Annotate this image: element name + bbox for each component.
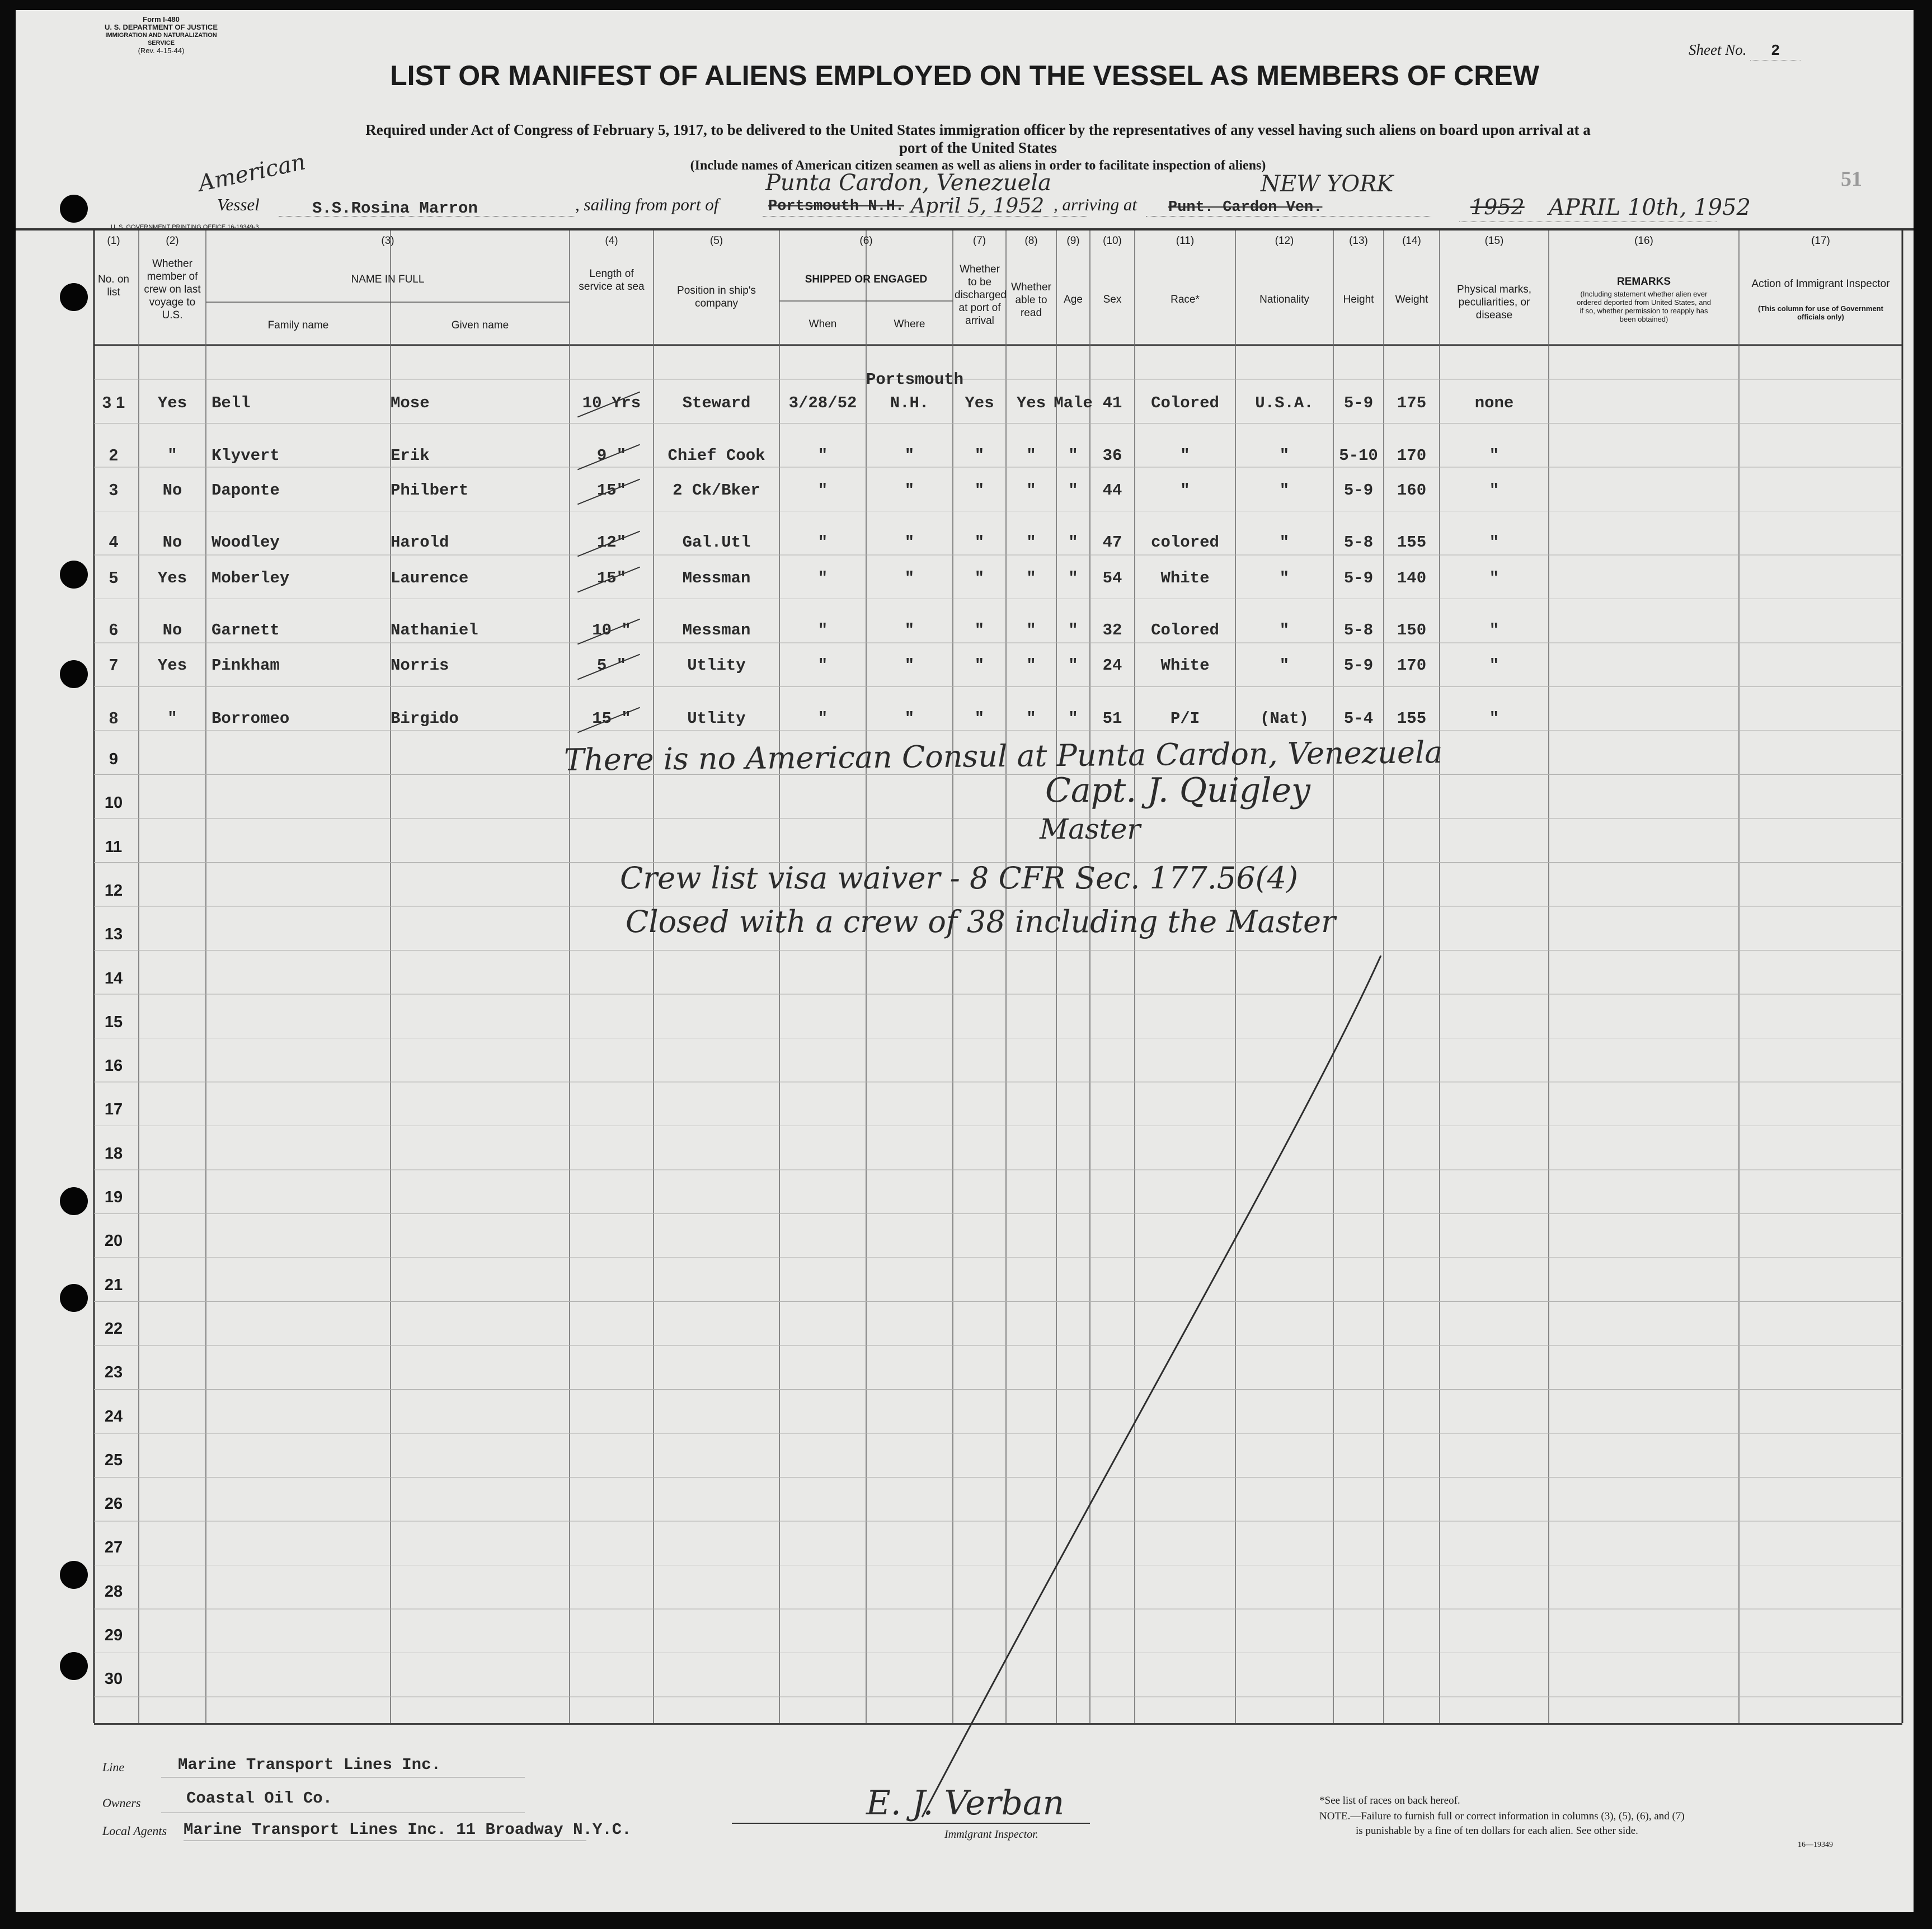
cell-family: Garnett [211, 621, 280, 639]
col-2-number: (2) [166, 235, 179, 247]
punch-hole [60, 1561, 88, 1589]
fine-note-2: is punishable by a fine of ten dollars for each alien. See other side. [1356, 1825, 1638, 1837]
cell-service: 15 " [592, 709, 631, 728]
cell-service: 10 Yrs [582, 394, 641, 412]
cell-read: " [1026, 481, 1036, 500]
cell-height: 5-8 [1343, 533, 1374, 552]
owners-value: Coastal Oil Co. [186, 1789, 333, 1808]
cell-race: " [1180, 481, 1190, 500]
col-17-header: Action of Immigrant Inspector [1751, 278, 1890, 290]
punch-hole [60, 283, 88, 311]
cell-position: Gal.Utl [682, 533, 751, 552]
cell-age: " [1068, 481, 1078, 500]
sailing-from-handwritten: Punta Cardon, Venezuela [765, 170, 1051, 196]
cell-race: " [1180, 446, 1190, 465]
cell-last-voyage: Yes [157, 656, 187, 675]
captain-signature: Capt. J. Quigley [1045, 771, 1310, 810]
cell-race: Colored [1151, 621, 1219, 639]
cell-weight: 170 [1397, 656, 1427, 675]
form-code: 16—19349 [1798, 1841, 1833, 1849]
row-number: 17 [104, 1100, 123, 1119]
cell-discharged: " [974, 481, 985, 500]
cell-marks: " [1489, 481, 1499, 500]
col-4-header: Length of service at sea [579, 268, 645, 293]
cell-where: " [904, 621, 915, 639]
sailing-from-typed: Portsmouth N.H. [768, 198, 905, 215]
cell-nationality: " [1279, 569, 1290, 587]
punch-hole [60, 1187, 88, 1215]
owners-label: Owners [102, 1796, 141, 1810]
col-5-number: (5) [709, 235, 723, 247]
cell-weight: 170 [1397, 446, 1427, 465]
subtitle-line-3: (Include names of American citizen seamen as well as aliens in order to facilitate inspection of aliens) [690, 158, 1266, 173]
cell-read: " [1026, 533, 1036, 552]
cell-weight: 150 [1397, 621, 1427, 639]
cell-where: " [904, 656, 915, 675]
col-12-number: (12) [1275, 235, 1294, 247]
cell-where: N.H. [890, 394, 929, 412]
cell-service: 15" [596, 481, 627, 500]
row-number: 16 [104, 1057, 123, 1075]
col-7-header: Whether to be discharged at port of arrival [955, 264, 1007, 327]
cell-position: Utlity [687, 656, 746, 675]
cell-position: Utlity [687, 709, 746, 728]
cell-where: " [904, 569, 915, 587]
cell-given: Norris [391, 656, 449, 675]
cell-read: " [1026, 621, 1036, 639]
row-number: 19 [104, 1188, 123, 1206]
cell-read: " [1026, 446, 1036, 465]
cell-no: 6 [109, 621, 119, 639]
col-12-header: Nationality [1259, 294, 1309, 305]
cell-weight: 160 [1397, 481, 1427, 500]
cell-race: Colored [1151, 394, 1219, 412]
cell-when: " [817, 656, 828, 675]
cell-read: " [1026, 709, 1036, 728]
row-number: 24 [104, 1407, 123, 1425]
cell-family: Woodley [211, 533, 280, 552]
cell-discharged: Yes [965, 394, 994, 412]
cell-no: 8 [109, 709, 119, 727]
row-number: 14 [104, 969, 123, 987]
printing-office: U. S. GOVERNMENT PRINTING OFFICE 16-19349-3 [111, 224, 259, 230]
col-15-number: (15) [1484, 235, 1504, 247]
row-number: 28 [104, 1582, 123, 1601]
cell-nationality: " [1279, 446, 1290, 465]
punch-hole [60, 1284, 88, 1312]
cell-weight: 175 [1397, 394, 1427, 412]
cell-when: " [817, 533, 828, 552]
cell-height: 5-4 [1343, 709, 1374, 728]
cell-age: " [1068, 656, 1078, 675]
row-number: 12 [104, 881, 123, 900]
col-8-number: (8) [1024, 235, 1038, 247]
cell-nationality: (Nat) [1259, 709, 1309, 728]
arriving-label: , arriving at [1054, 195, 1137, 214]
row-number: 9 [109, 750, 119, 768]
revision: (Rev. 4-15-44) [138, 46, 185, 55]
cell-last-voyage: " [167, 709, 177, 728]
cell-family: Daponte [211, 481, 280, 500]
cell-height: 5-8 [1343, 621, 1374, 639]
cell-discharged: " [974, 446, 985, 465]
cell-position: Steward [682, 394, 751, 412]
cell-age: " [1068, 446, 1078, 465]
inspector-signature: E. J. Verban [866, 1784, 1065, 1823]
cell-where-top: Portsmouth [866, 370, 964, 389]
cell-no: 7 [109, 656, 119, 674]
master-label: Master [1040, 813, 1141, 845]
cell-given: Laurence [391, 569, 469, 587]
cell-no: 4 [109, 533, 119, 551]
cell-weight: 140 [1397, 569, 1427, 587]
cell-family: Moberley [211, 569, 290, 587]
col-3-header: NAME IN FULL [351, 274, 425, 285]
col-16-header: REMARKS [1616, 276, 1671, 288]
col-8-header: Whether able to read [1011, 281, 1051, 319]
col-5-header: Position in ship's company [677, 285, 756, 309]
col-1-header: No. on list [98, 274, 129, 298]
american-note: American [196, 149, 308, 197]
arriving-at-typed: Punt. Cardon Ven. [1168, 199, 1323, 216]
col-9-header: Age [1064, 294, 1083, 305]
manifest-sheet [16, 10, 1914, 1912]
cell-sex: 24 [1102, 656, 1122, 675]
cell-height: 5-10 [1339, 446, 1378, 465]
col-9-number: (9) [1066, 235, 1080, 247]
cell-given: Erik [391, 446, 430, 465]
line-label: Line [102, 1760, 125, 1774]
cell-when: " [817, 621, 828, 639]
col-15-header: Physical marks, peculiarities, or disease [1456, 284, 1532, 321]
cell-last-voyage: Yes [157, 394, 187, 412]
punch-hole [60, 1652, 88, 1680]
cell-race: colored [1151, 533, 1219, 552]
cell-marks: " [1489, 621, 1499, 639]
cell-when: " [817, 446, 828, 465]
crew-closed-note: Closed with a crew of 38 including the Master [626, 904, 1336, 939]
vessel-name: S.S.Rosina Marron [312, 199, 478, 218]
subtitle-line-1: Required under Act of Congress of February 5, 1917, to be delivered to the United States immigration officer by the representatives of any vessel having such aliens on board upon arrival at a [365, 121, 1591, 138]
col-10-header: Sex [1103, 294, 1122, 305]
col-2-header: Whether member of crew on last voyage to U.S. [144, 258, 201, 321]
cell-discharged: " [974, 709, 985, 728]
page-stamp: 51 [1841, 167, 1862, 191]
cell-position: Chief Cook [667, 446, 765, 465]
punch-hole [60, 195, 88, 223]
cell-discharged: " [974, 656, 985, 675]
row-number: 20 [104, 1232, 123, 1250]
cell-where: " [904, 533, 915, 552]
cell-sex: 44 [1102, 481, 1122, 500]
row-number: 10 [104, 794, 123, 812]
col-13-header: Height [1343, 294, 1374, 305]
col-7-number: (7) [972, 235, 986, 247]
row-number: 18 [104, 1144, 123, 1163]
punch-hole [60, 561, 88, 589]
col-17-number: (17) [1811, 235, 1830, 247]
arrival-date: APRIL 10th, 1952 [1549, 195, 1751, 220]
row-number: 29 [104, 1626, 123, 1644]
cell-height: 5-9 [1343, 394, 1374, 412]
cell-family: Klyvert [211, 446, 280, 465]
cell-when: 3/28/52 [788, 394, 857, 412]
subtitle-line-2: port of the United States [899, 139, 1057, 156]
consul-note: There is no American Consul at Punta Cardon, Venezuela [563, 735, 1443, 778]
col-11-header: Race* [1171, 294, 1200, 305]
diagonal-pen-stroke [16, 10, 1914, 1912]
row-number: 13 [104, 925, 123, 944]
row-number: 21 [104, 1276, 123, 1294]
cell-sex: 54 [1102, 569, 1122, 587]
cell-read: " [1026, 656, 1036, 675]
cell-given: Mose [391, 394, 430, 412]
cell-discharged: " [974, 569, 985, 587]
cell-age: " [1068, 621, 1078, 639]
col-1-number: (1) [107, 235, 120, 247]
cell-weight: 155 [1397, 533, 1427, 552]
cell-weight: 155 [1397, 709, 1427, 728]
col-6-when-header: When [808, 318, 837, 330]
cell-service: 15" [596, 569, 627, 587]
fine-note-1: NOTE.—Failure to furnish full or correct information in columns (3), (5), (6), and (7) [1319, 1810, 1685, 1822]
col-6-number: (6) [859, 235, 873, 247]
agents-label: Local Agents [102, 1824, 167, 1838]
cell-when: " [817, 481, 828, 500]
cell-last-voyage: " [167, 446, 177, 465]
col-11-number: (11) [1176, 235, 1195, 247]
cell-given: Birgido [391, 709, 459, 728]
cell-family: Pinkham [211, 656, 280, 675]
cell-discharged: " [974, 621, 985, 639]
cell-no: 2 [109, 446, 119, 464]
cell-last-voyage: No [162, 481, 182, 500]
cell-height: 5-9 [1343, 569, 1374, 587]
inspector-signature-line [732, 1823, 1090, 1824]
cell-nationality: " [1279, 481, 1290, 500]
cell-marks: none [1474, 394, 1514, 412]
cell-given: Harold [391, 533, 449, 552]
col-13-number: (13) [1349, 235, 1368, 247]
col-3-number: (3) [381, 235, 394, 247]
visa-waiver-note: Crew list visa waiver - 8 CFR Sec. 177.56(4) [620, 860, 1299, 896]
form-number: Form I-480 [143, 15, 180, 23]
cell-service: 10 " [592, 621, 631, 639]
given-name-header: Given name [451, 319, 509, 331]
col-14-number: (14) [1402, 235, 1421, 247]
vessel-label: Vessel [217, 195, 260, 214]
row-number: 15 [104, 1013, 123, 1031]
cell-race: White [1160, 656, 1210, 675]
cell-when: " [817, 569, 828, 587]
cell-marks: " [1489, 569, 1499, 587]
col-10-number: (10) [1103, 235, 1122, 247]
cell-service: 5 " [596, 656, 627, 675]
cell-no: 3 [109, 481, 119, 499]
races-note: *See list of races on back hereof. [1319, 1795, 1460, 1806]
cell-read: Yes [1016, 394, 1046, 412]
cell-race: P/I [1170, 709, 1200, 728]
cell-sex: 41 [1102, 394, 1122, 412]
cell-age: " [1068, 533, 1078, 552]
department: U. S. DEPARTMENT OF JUSTICE [105, 23, 218, 31]
col-6-header: SHIPPED OR ENGAGED [805, 274, 928, 285]
inspector-label: Immigrant Inspector. [944, 1828, 1038, 1841]
cell-race: White [1160, 569, 1210, 587]
cell-marks: " [1489, 446, 1499, 465]
row-number: 11 [105, 838, 123, 856]
agents-value: Marine Transport Lines Inc. 11 Broadway N.Y.C. [184, 1820, 632, 1839]
sailing-label: , sailing from port of [575, 195, 719, 214]
col-16-number: (16) [1634, 235, 1653, 247]
cell-no: 3 1 [102, 394, 125, 412]
cell-when: " [817, 709, 828, 728]
cell-service: 9 " [596, 446, 627, 465]
form-title: LIST OR MANIFEST OF ALIENS EMPLOYED ON THE VESSEL AS MEMBERS OF CREW [390, 60, 1539, 91]
cell-age: Male [1054, 394, 1093, 412]
cell-given: Philbert [391, 481, 469, 500]
cell-given: Nathaniel [391, 621, 478, 639]
col-4-number: (4) [605, 235, 618, 247]
cell-height: 5-9 [1343, 481, 1374, 500]
cell-marks: " [1489, 709, 1499, 728]
sheet-value: 2 [1750, 43, 1801, 60]
cell-sex: 32 [1102, 621, 1122, 639]
row-number: 26 [104, 1495, 123, 1513]
cell-age: " [1068, 709, 1078, 728]
cell-family: Borromeo [211, 709, 290, 728]
cell-position: Messman [682, 621, 751, 639]
cell-where: " [904, 446, 915, 465]
cell-last-voyage: No [162, 533, 182, 552]
cell-no: 5 [109, 569, 119, 587]
cell-position: 2 Ck/Bker [673, 481, 760, 500]
row-number: 23 [104, 1363, 123, 1382]
cell-nationality: " [1279, 621, 1290, 639]
cell-marks: " [1489, 533, 1499, 552]
cell-nationality: " [1279, 533, 1290, 552]
cell-age: " [1068, 569, 1078, 587]
cell-where: " [904, 709, 915, 728]
cell-service: 12" [596, 533, 627, 552]
family-name-header: Family name [267, 319, 329, 331]
col-17-subheader: (This column for use of Government officials only) [1758, 304, 1883, 321]
cell-last-voyage: Yes [157, 569, 187, 587]
cell-nationality: U.S.A. [1255, 394, 1314, 412]
row-number: 30 [104, 1670, 123, 1688]
cell-height: 5-9 [1343, 656, 1374, 675]
cell-sex: 47 [1102, 533, 1122, 552]
cell-discharged: " [974, 533, 985, 552]
line-value: Marine Transport Lines Inc. [178, 1756, 441, 1774]
sailing-date: April 5, 1952 [911, 195, 1045, 218]
cell-nationality: " [1279, 656, 1290, 675]
punch-hole [60, 660, 88, 688]
arriving-at-handwritten: NEW YORK [1261, 171, 1394, 197]
col-14-header: Weight [1395, 294, 1428, 305]
cell-position: Messman [682, 569, 751, 587]
arrival-date-struck: 1952 [1470, 195, 1525, 219]
cell-sex: 51 [1102, 709, 1122, 728]
cell-last-voyage: No [162, 621, 182, 639]
sheet-label: Sheet No. [1689, 41, 1747, 58]
cell-family: Bell [211, 394, 251, 412]
row-number: 27 [104, 1539, 123, 1557]
service-name: IMMIGRATION AND NATURALIZATION SERVICE [105, 32, 217, 46]
col-16-subheader: (Including statement whether alien ever ordered deported from United States, and if so, whether permission to reapply has been obtained) [1577, 290, 1711, 323]
cell-sex: 36 [1102, 446, 1122, 465]
cell-marks: " [1489, 656, 1499, 675]
row-number: 25 [104, 1451, 123, 1469]
row-number: 22 [104, 1319, 123, 1338]
col-6-where-header: Where [894, 318, 925, 330]
cell-where: " [904, 481, 915, 500]
cell-read: " [1026, 569, 1036, 587]
